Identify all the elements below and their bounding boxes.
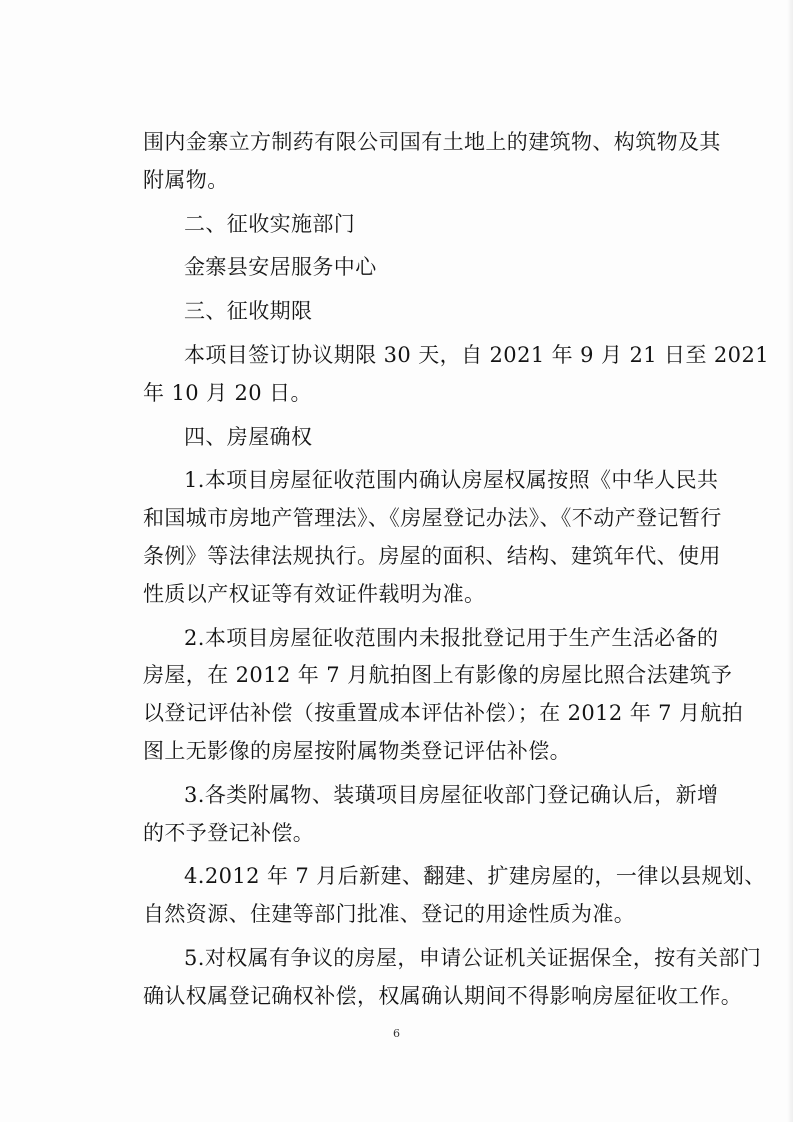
paragraph-line: 1.本项目房屋征收范围内确认房屋权属按照《中华人民共 <box>184 468 719 493</box>
paragraph-line: 年 10 月 20 日。 <box>143 380 312 405</box>
paragraph-line: 性质以产权证等有效证件载明为准。 <box>143 581 486 606</box>
page-edge-shadow <box>787 0 793 1122</box>
paragraph-line: 附属物。 <box>143 167 229 192</box>
section-heading: 四、房屋确权 <box>184 424 313 449</box>
section-heading: 三、征收期限 <box>184 299 313 324</box>
paragraph-line: 3.各类附属物、装璜项目房屋征收部门登记确认后，新增 <box>184 782 719 807</box>
paragraph-line: 2.本项目房屋征收范围内未报批登记用于生产生活必备的 <box>184 625 719 650</box>
paragraph-line: 金寨县安居服务中心 <box>184 255 377 280</box>
paragraph-line: 本项目签订协议期限 30 天，自 2021 年 9 月 21 日至 2021 <box>184 342 769 367</box>
paragraph-line: 房屋，在 2012 年 7 月航拍图上有影像的房屋比照合法建筑予 <box>143 663 733 688</box>
document-body <box>143 124 769 1016</box>
section-heading: 二、征收实施部门 <box>184 211 356 236</box>
paragraph-line: 以登记评估补偿（按重置成本评估补偿）；在 2012 年 7 月航拍 <box>143 701 744 726</box>
paragraph-line: 4.2012 年 7 月后新建、翻建、扩建房屋的，一律以县规划、 <box>184 864 766 889</box>
paragraph-line: 5.对权属有争议的房屋，申请公证机关证据保全，按有关部门 <box>184 945 762 970</box>
paragraph-line: 自然资源、住建等部门批准、登记的用途性质为准。 <box>143 902 636 927</box>
paragraph-line: 的不予登记补偿。 <box>143 820 315 845</box>
paragraph-line: 确认权属登记确权补偿，权属确认期间不得影响房屋征收工作。 <box>143 983 743 1008</box>
paragraph-line: 和国城市房地产管理法》、《房屋登记办法》、《不动产登记暂行 <box>143 506 722 531</box>
paragraph-line: 围内金寨立方制药有限公司国有土地上的建筑物、构筑物及其 <box>143 130 721 154</box>
page-number: 6 <box>393 1027 400 1040</box>
paragraph-line: 图上无影像的房屋按附属物类登记评估补偿。 <box>143 738 571 763</box>
paragraph-line: 条例》等法律法规执行。房屋的面积、结构、建筑年代、使用 <box>143 543 721 568</box>
